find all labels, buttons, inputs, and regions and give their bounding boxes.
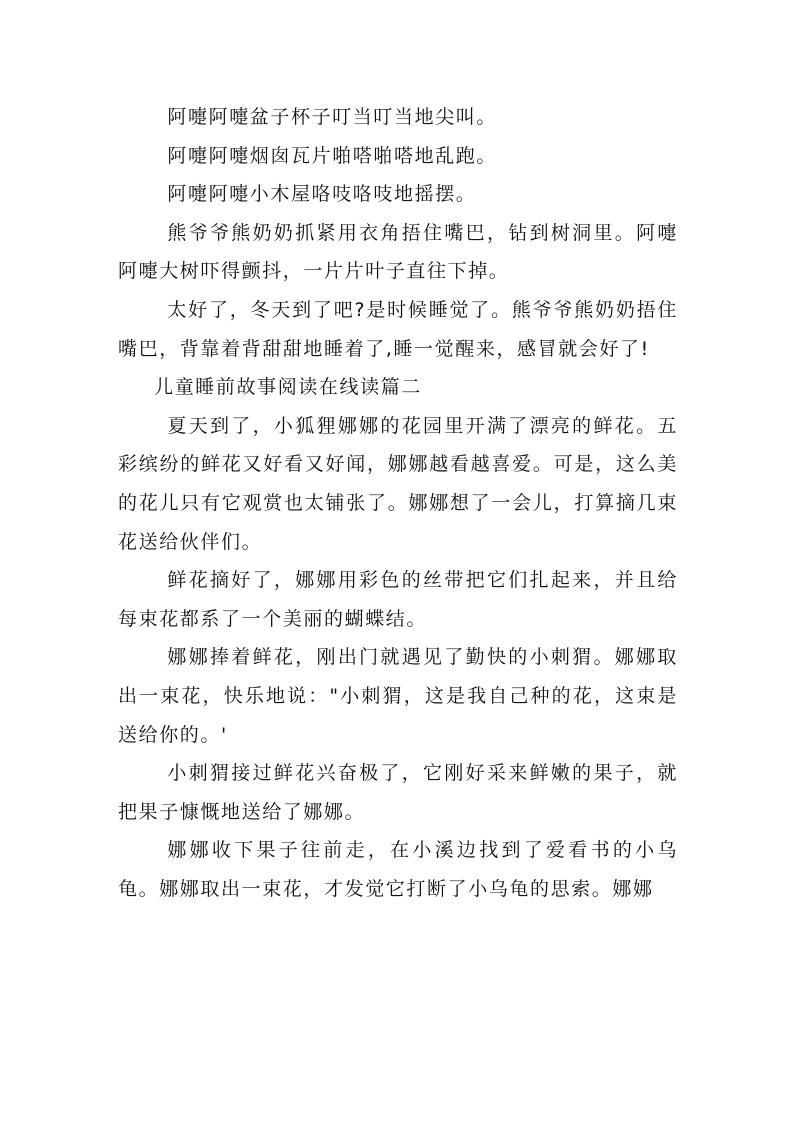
paragraph-9: 小刺猬接过鲜花兴奋极了，它刚好采来鲜嫩的果子，就把果子慷慨地送给了娜娜。 bbox=[118, 762, 678, 823]
paragraph-6: 夏天到了，小狐狸娜娜的花园里开满了漂亮的鲜花。五彩缤纷的鲜花又好看又好闻，娜娜越看越喜爱。可是，这么美的花儿只有它观赏也太铺张了。娜娜想了一会儿，打算摘几束花送给伙伴们。 bbox=[118, 414, 678, 553]
paragraph-10: 娜娜收下果子往前走，在小溪边找到了爱看书的小乌龟。娜娜取出一束花，才发觉它打断了小乌龟的思索。娜娜 bbox=[118, 839, 678, 900]
paragraph-8: 娜娜捧着鲜花，刚出门就遇见了勤快的小刺猬。娜娜取出一束花，快乐地说："小刺猬，这是我自己种的花，这束是送给你的。' bbox=[118, 646, 678, 746]
section-title: 儿童睡前故事阅读在线读篇二 bbox=[154, 376, 422, 399]
paragraph-4: 熊爷爷熊奶奶抓紧用衣角捂住嘴巴，钻到树洞里。阿嚏阿嚏大树吓得颤抖，一片片叶子直往下掉。 bbox=[118, 221, 678, 283]
paragraph-3: 阿嚏阿嚏小木屋咯吱咯吱地摇摆。 bbox=[167, 183, 477, 206]
paragraph-2: 阿嚏阿嚏烟囱瓦片啪嗒啪嗒地乱跑。 bbox=[167, 144, 497, 167]
document-body bbox=[118, 98, 678, 908]
paragraph-5: 太好了，冬天到了吧?是时候睡觉了。熊爷爷熊奶奶捂住嘴巴，背靠着背甜甜地睡着了,睡一觉醒来，感冒就会好了! bbox=[118, 298, 678, 360]
paragraph-7: 鲜花摘好了，娜娜用彩色的丝带把它们扎起来，并且给每束花都系了一个美丽的蝴蝶结。 bbox=[118, 569, 678, 630]
paragraph-1: 阿嚏阿嚏盆子杯子叮当叮当地尖叫。 bbox=[167, 106, 497, 128]
